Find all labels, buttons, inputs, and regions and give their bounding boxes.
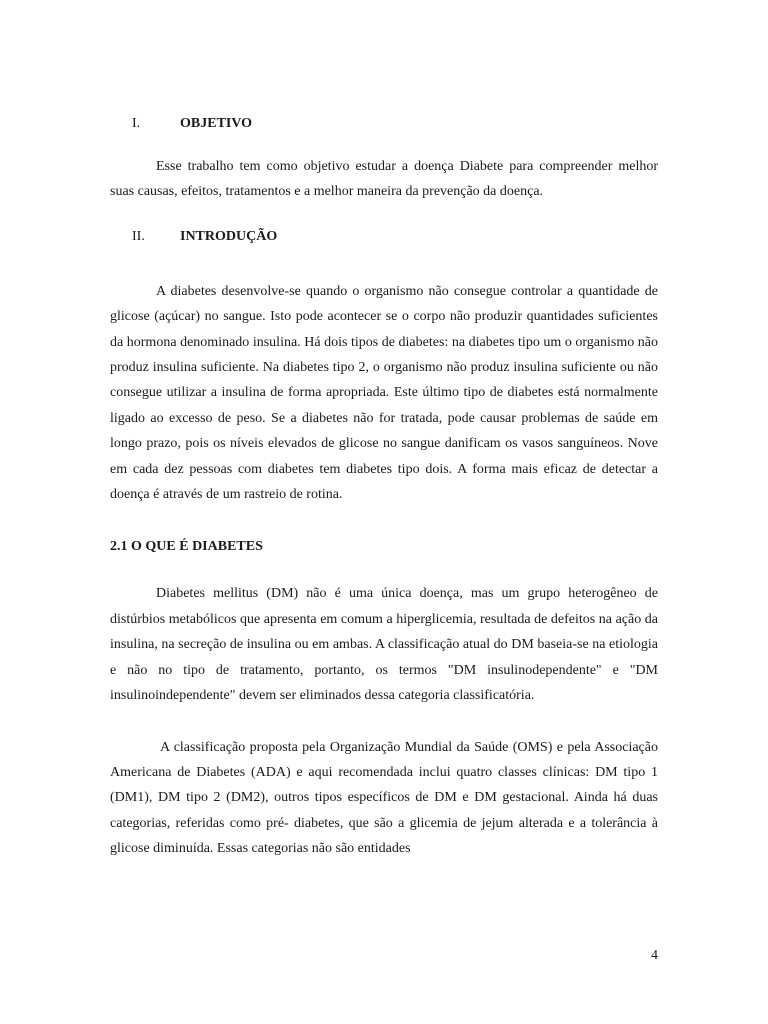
section-heading-introducao <box>110 225 658 249</box>
section-heading-o-que-e-diabetes <box>110 535 658 559</box>
section-heading-objetivo <box>110 112 658 136</box>
section-title: OBJETIVO <box>180 116 253 131</box>
section-number: I. <box>132 116 141 131</box>
paragraph-definicao: Diabetes mellitus (DM) não é uma única doença, mas um grupo heterogêneo de distúrbios metabólicos que apresenta em comum a hiperglicemia, resultada de defeitos na ação da insulina, na secreção de insulina ou em ambas. A classificação atual do DM baseia-se na etiologia e não no tipo de tratamento, portanto, os termos "DM insulinodependente" e "DM insulinoindependente" devem ser eliminados dessa categoria classificatória. <box>110 586 658 704</box>
paragraph-introducao: A diabetes desenvolve-se quando o organismo não consegue controlar a quantidade de glicose (açúcar) no sangue. Isto pode acontecer se o corpo não produzir quantidades suficientes da hormona denominado insulina. Há dois tipos de diabetes: na diabetes tipo um o organismo não produz insulina suficiente. Na diabetes tipo 2, o organismo não produz insulina suficiente ou não consegue utilizar a insulina de forma apropriada. Este último tipo de diabetes está normalmente ligado ao excesso de peso. Se a diabetes não for tratada, pode causar problemas de saúde em longo prazo, pois os níveis elevados de glicose no sangue danificam os vasos sanguíneos. Nove em cada dez pessoas com diabetes tem diabetes tipo dois. A forma mais eficaz de detectar a doença é através de um rastreio de rotina. <box>110 283 658 503</box>
paragraph-objetivo: Esse trabalho tem como objetivo estudar a doença Diabete para compreender melhor suas causas, efeitos, tratamentos e a melhor maneira da prevenção da doença. <box>110 159 658 200</box>
section-title: INTRODUÇÃO <box>180 228 278 244</box>
page-number: 4 <box>651 948 658 963</box>
page-content <box>110 112 658 862</box>
section-title: 2.1 O QUE É DIABETES <box>110 539 263 555</box>
section-number: II. <box>132 228 145 244</box>
paragraph-classificacao: A classificação proposta pela Organização Mundial da Saúde (OMS) e pela Associação Americana de Diabetes (ADA) e aqui recomendada inclui quatro classes clínicas: DM tipo 1 (DM1), DM tipo 2 (DM2), outros tipos específicos de DM e DM gestacional. Ainda há duas categorias, referidas como pré- diabetes, que são a glicemia de jejum alterada e a tolerância à glicose diminuída. Essas categorias não são entidades <box>110 739 658 857</box>
